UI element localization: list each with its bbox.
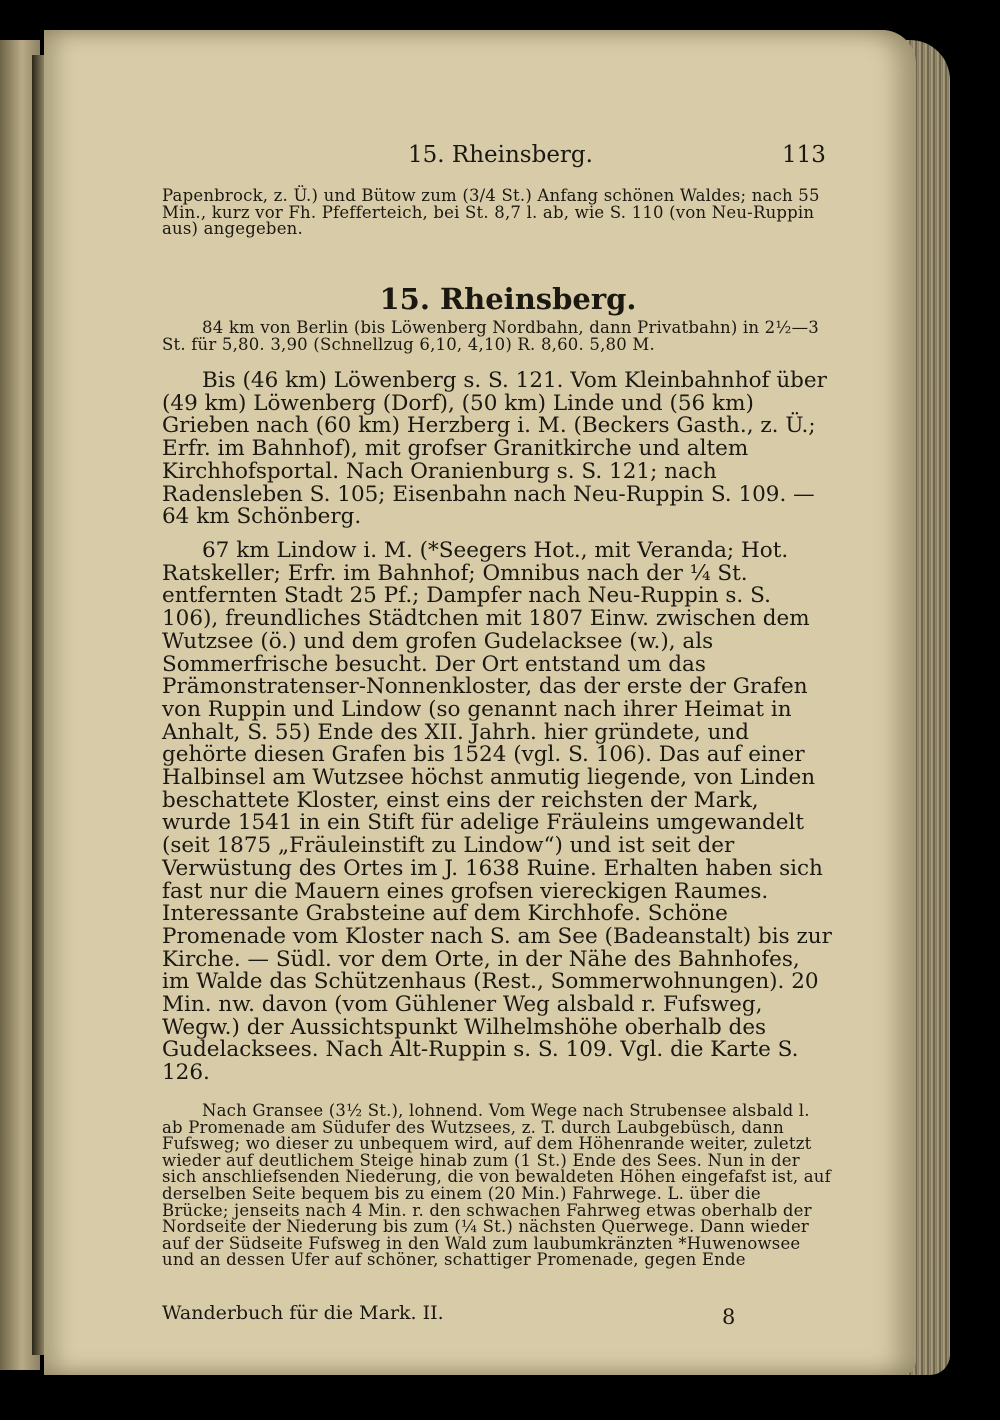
continued-text: Papenbrock, z. Ü.) und Bütow zum (3/4 St.) Anfang schönen Waldes; nach 55 Min., kurz vor Fh. Pfefferteich, bei St. 8,7 l. ab, wie S. 110 (von Neu-Ruppin aus) angegeben. — [162, 186, 820, 239]
paragraph-lindow: 67 km Lindow i. M. (*Seegers Hot., mit Veranda; Hot. Ratskeller; Erfr. im Bahnhof; Omnibus nach der ¼ St. entfernten Stadt 25 Pf.; Dampfer nach Neu-Ruppin s. S. 106), freundliches Städtchen mit 1807 Einw. zwischen dem Wutzsee (ö.) und dem grofen Gudelacksee (w.), als Sommerfrische besucht. Der Ort entstand um das Prämonstratenser-Nonnenkloster, das der erste der Grafen von Ruppin und Lindow (so genannt nach ihrer Heimat in Anhalt, S. 55) Ende des XII. Jahrh. hier gründete, und gehörte diesen Grafen bis 1524 (vgl. S. 106). Das auf einer Halbinsel am Wutzsee höchst anmutig liegende, von Linden beschattete Kloster, einst eins der reichsten der Mark, wurde 1541 in ein Stift für adelige Fräuleins umgewandelt (seit 1875 „Fräuleinstift zu Lindow“) und ist seit der Verwüstung des Ortes im J. 1638 Ruine. Erhalten haben sich fast nur die Mauern eines grofsen viereckigen Raumes. Interessante Grabsteine auf dem Kirchhofe. Schöne Promenade vom Kloster nach S. am See (Badeanstalt) bis zur Kirche. — Südl. vor dem Orte, in der Nähe des Bahnhofes, im Walde das Schützenhaus (Rest., Sommerwohnungen). 20 Min. nw. davon (vom Gühlener Weg alsbald r. Fufsweg, Wegw.) der Aussichtspunkt Wilhelmshöhe oberhalb des Gudelacksees. Nach Alt-Ruppin s. S. 109. Vgl. die Karte S. 126. — [162, 538, 832, 1086]
section-heading: 15. Rheinsberg. — [379, 282, 637, 316]
route-info: 84 km von Berlin (bis Löwenberg Nordbahn, dann Privatbahn) in 2½—3 St. für 5,80. 3,90 (Schnellzug 6,10, 4,10) R. 8,60. 5,80 M. — [162, 318, 819, 354]
page-footer — [162, 1302, 832, 1329]
footer-book-title: Wanderbuch für die Mark. II. — [162, 1302, 444, 1324]
paragraph-gransee: Nach Gransee (3½ St.), lohnend. Vom Wege nach Strubensee alsbald l. ab Promenade am Südufer des Wutzsees, z. T. durch Laubgebüsch, dann Fufsweg; wo dieser zu unbequem wird, auf dem Höhenrande weiter, zuletzt wieder auf deutlichem Steige hinab zum (1 St.) Ende des Sees. Nun in der sich anschliefsenden Niederung, die von bewaldeten Höhen eingefafst ist, auf derselben Seite bequem bis zu einem (20 Min.) Fahrwege. L. über die Brücke; jenseits nach 4 Min. r. den schwachen Fahrweg etwas oberhalb der Nordseite der Niederung bis zum (¼ St.) nächsten Querwege. Dann wieder auf der Südseite Fufsweg in den Wald zum laubumkränzten *Huwenowsee und an dessen Ufer auf schöner, schattiger Promenade, gegen Ende — [162, 1101, 831, 1270]
book-page — [44, 30, 916, 1375]
running-head — [118, 142, 826, 172]
footer-signature: 8 — [722, 1305, 736, 1329]
running-head-title: 15. Rheinsberg. — [408, 142, 593, 168]
paragraph-herzberg: Bis (46 km) Löwenberg s. S. 121. Vom Kleinbahnhof über (49 km) Löwenberg (Dorf), (50 km) Linde und (56 km) Grieben nach (60 km) Herzberg i. M. (Beckers Gasth., z. Ü.; Erfr. im Bahnhof), mit grofser Granitkirche und altem Kirchhofsportal. Nach Oranienburg s. S. 121; nach Radensleben S. 105; Eisenbahn nach Neu-Ruppin S. 109. — 64 km Schönberg. — [162, 368, 827, 530]
page-number: 113 — [782, 142, 826, 168]
